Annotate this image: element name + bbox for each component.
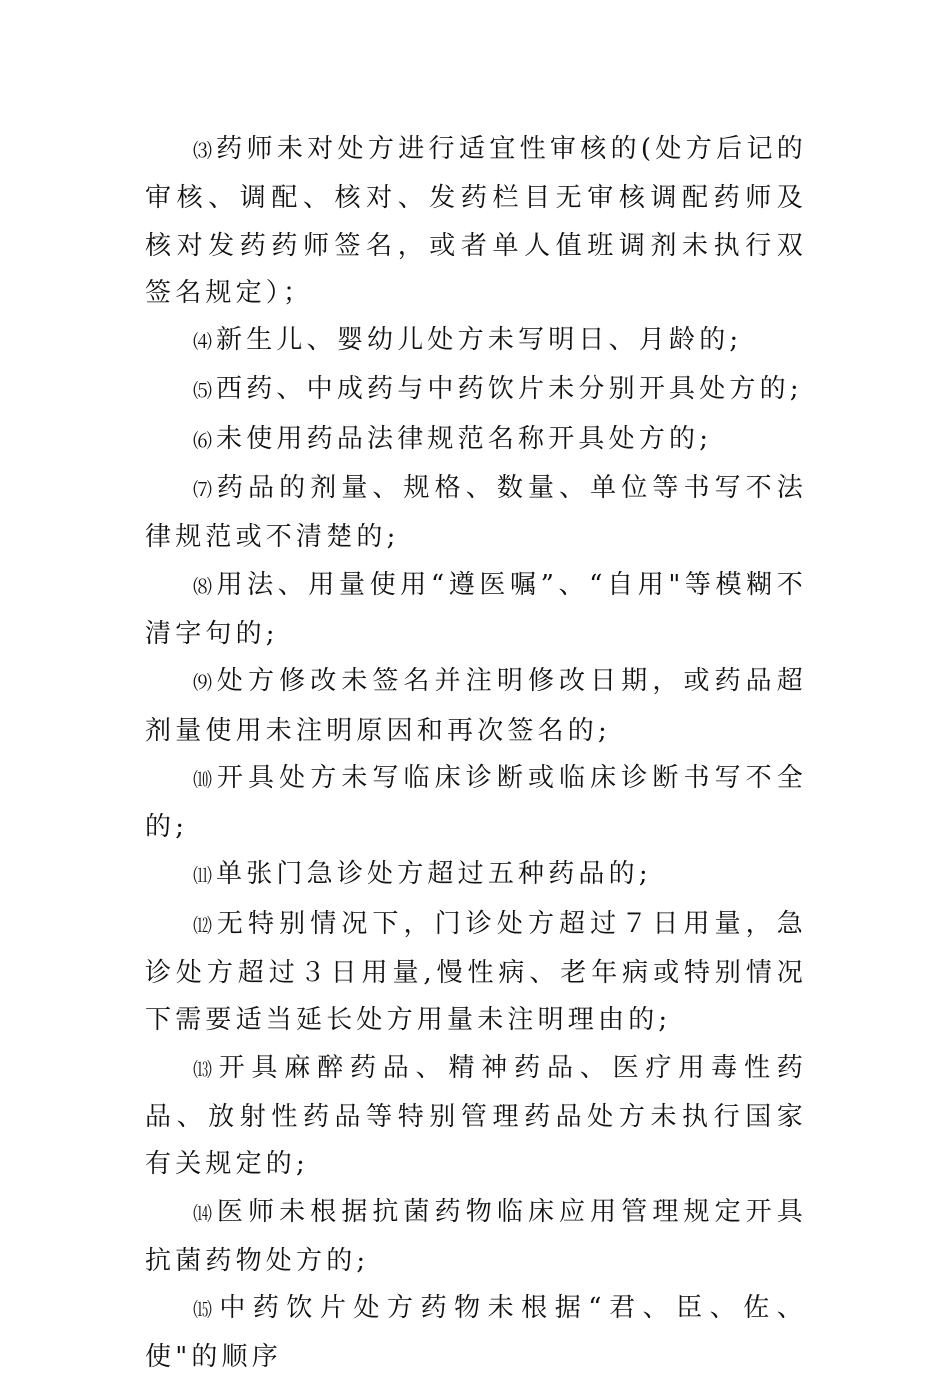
item-number: ⑸ [193, 380, 213, 403]
item-text: 开具麻醉药品、精神药品、医疗用毒性药品、放射性药品等特别管理药品处方未执行国家有关规定的; [145, 1052, 807, 1180]
item-number: ⒂ [193, 1299, 216, 1322]
item-number: ⑷ [193, 331, 213, 354]
item-number: ⑹ [193, 429, 213, 452]
item-text: 药品的剂量、规格、数量、单位等书写不法律规范或不清楚的; [145, 473, 807, 553]
list-item [145, 317, 807, 366]
item-text: 开具处方未写临床诊断或临床诊断书写不全的; [145, 762, 807, 843]
list-item [145, 851, 807, 900]
item-text: 西药、中成药与中药饮片未分别开具处方的; [216, 374, 803, 405]
list-item [145, 1045, 807, 1189]
list-item [145, 658, 807, 755]
list-item [145, 562, 807, 659]
list-item [145, 1285, 807, 1382]
document-body [145, 126, 807, 1382]
item-number: ⑼ [193, 672, 213, 695]
item-text: 单张门急诊处方超过五种药品的; [216, 859, 652, 890]
list-item [145, 366, 807, 415]
item-number: ⒀ [193, 1058, 215, 1081]
list-item [145, 1189, 807, 1286]
item-number: ⑻ [193, 575, 213, 598]
item-text: 医师未根据抗菌药物临床应用管理规定开具抗菌药物处方的; [145, 1196, 807, 1276]
item-text: 新生儿、婴幼儿处方未写明日、月龄的; [216, 325, 743, 356]
item-number: ⑶ [193, 140, 213, 162]
item-text: 无特别情况下，门诊处方超过７日用量，急诊处方超过３日用量,慢性病、老年病或特别情况下需要适当延长处方用量未注明理由的; [145, 908, 807, 1036]
item-text: 处方修改未签名并注明修改日期，或药品超剂量使用未注明原因和再次签名的; [145, 666, 807, 746]
item-number: ⑺ [193, 479, 213, 502]
item-text: 药师未对处方进行适宜性审核的(处方后记的审核、调配、核对、发药栏目无审核调配药师及核对发药药师签名，或者单人值班调剂未执行双签名规定）； [145, 134, 807, 308]
item-number: ⑿ [193, 914, 213, 937]
list-item [145, 126, 807, 317]
list-item [145, 465, 807, 562]
list-item [145, 755, 807, 852]
item-number: ⒁ [193, 1202, 213, 1225]
list-item [145, 416, 807, 465]
item-text: 未使用药品法律规范名称开具处方的; [216, 423, 713, 454]
item-number: ⑾ [193, 865, 213, 888]
item-number: ⑽ [193, 768, 213, 791]
item-text: 中药饮片处方药物未根据“君、臣、佐、使"的顺序 [145, 1293, 807, 1373]
item-text: 用法、用量使用“遵医嘱”、“自用"等模糊不清字句的; [145, 569, 807, 649]
list-item [145, 901, 807, 1045]
